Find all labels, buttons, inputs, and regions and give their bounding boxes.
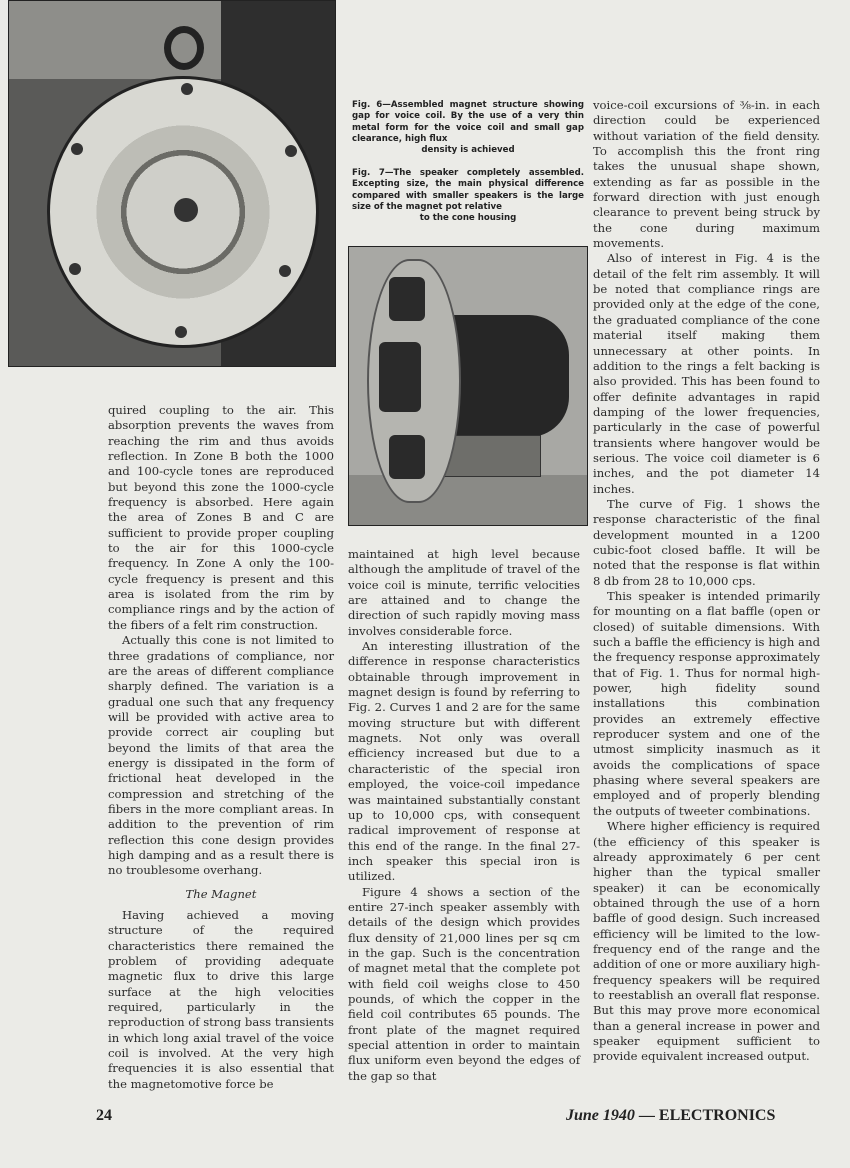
figure-6-caption bbox=[352, 100, 584, 156]
running-footer bbox=[566, 1107, 775, 1125]
page-number: 24 bbox=[96, 1107, 112, 1124]
magnet-pot bbox=[449, 315, 569, 437]
figure-6-magnet-photo bbox=[8, 0, 336, 367]
paragraph: maintained at high level because although the amplitude of travel of the voice coil is minute, terrific velocities are attained and to change the direction of such rapidly moving mass involves considerable force. bbox=[348, 547, 580, 638]
paragraph: Where higher efficiency is required (the efficiency of this speaker is already approximately 6 per cent higher than the typical smaller speaker) it can be economically obtained through the use of a horn baffle of good design. Such increased efficiency will be limited to the low-frequency end of the range and the addition of one or more auxiliary high-frequency speakers will be required to reestablish an overall flat response. But this may prove more economical than a general increase in power and speaker equipment sufficient to provide equivalent increased output. bbox=[593, 819, 820, 1064]
publication-name: ELECTRONICS bbox=[658, 1107, 776, 1124]
paragraph: Having achieved a moving structure of the required characteristics there remained the problem of providing adequate magnetic flux to drive this large surface at the high velocities required, particularly in the reproduction of strong bass transients in which long axial travel of the voice coil is involved. At the very high frequencies it is also essential that the magnetomotive force be bbox=[108, 908, 334, 1091]
photo-floor bbox=[349, 475, 587, 525]
footer-separator: — bbox=[634, 1107, 659, 1124]
bolt bbox=[279, 265, 291, 277]
caption-text: Fig. 7—The speaker completely assembled. Excepting size, the main physical difference compared with smaller speakers is the large size of the magnet pot relative bbox=[352, 168, 584, 212]
bolt bbox=[285, 145, 297, 157]
paragraph: quired coupling to the air. This absorption prevents the waves from reaching the rim and thus avoids reflection. In Zone B both the 1000 and 100-cycle tones are reproduced but beyond this zone the 1000-cycle frequency is absorbed. Here again the area of Zones B and C are sufficient to provide proper coupling to the air for this 1000-cycle frequency. In Zone A only the 100-cycle frequency is present and this area is isolated from the rim by compliance rings and by the action of the fibers of a felt rim construction. bbox=[108, 403, 334, 632]
lifting-ring bbox=[164, 26, 204, 70]
column-right bbox=[593, 98, 820, 1065]
paragraph: Actually this cone is not limited to three gradations of compliance, nor are the areas of different compliance sharply defined. The variation is a gradual one such that any frequency will be provided with active area to provide correct air coupling but beyond the limits of that area the energy is dissipated in the form of frictional heat developed in the compression and stretching of the fibers in the more compliant areas. In addition to the prevention of rim reflection this cone design provides high damping and as a result there is no troublesome overhang. bbox=[108, 633, 334, 878]
section-heading: The Magnet bbox=[185, 886, 257, 901]
basket-window bbox=[389, 277, 425, 321]
column-middle bbox=[348, 547, 580, 1084]
caption-text: Fig. 6—Assembled magnet structure showing gap for voice coil. By the use of a very thin metal form for the voice coil and small gap clearance, high flux bbox=[352, 100, 584, 144]
bolt bbox=[175, 326, 187, 338]
figure-7-caption bbox=[352, 168, 584, 224]
paragraph: voice-coil excursions of ⅜-in. in each direction could be experienced without variation of the field density. To accomplish this the front ring takes the unusual shape shown, extending as far as possible in the forward direction with just enough clearance to prevent being struck by the cone during maximum movements. bbox=[593, 98, 820, 251]
caption-text-last: density is achieved bbox=[421, 145, 515, 156]
basket-window bbox=[379, 342, 421, 412]
column-left bbox=[108, 403, 334, 1092]
caption-text-last: to the cone housing bbox=[419, 213, 517, 224]
issue-date: June 1940 bbox=[566, 1107, 635, 1124]
center-hole bbox=[174, 198, 198, 222]
basket-window bbox=[389, 435, 425, 479]
bolt bbox=[181, 83, 193, 95]
paragraph: The curve of Fig. 1 shows the response characteristic of the final development mounted in a 1200 cubic-foot closed baffle. It will be noted that the response is flat within 8 db from 28 to 10,000 cps. bbox=[593, 496, 820, 588]
figure-7-speaker-photo bbox=[348, 246, 588, 526]
paragraph: Also of interest in Fig. 4 is the detail of the felt rim assembly. It will be noted that compliance rings are provided only at the edge of the cone, the graduated compliance of the cone material itself making them unnecessary at other points. In addition to the rings a felt backing is also provided. This has been found to offer definite advantages in rapid damping of the lower frequencies, particularly in the case of powerful transients where hangover would be serious. The voice coil diameter is 6 inches, and the pot diameter 14 inches. bbox=[593, 251, 820, 496]
paragraph: Figure 4 shows a section of the entire 27-inch speaker assembly with details of the design which provides flux density of 21,000 lines per sq cm in the gap. Such is the concentration of magnet metal that the complete pot with field coil weighs close to 450 pounds, of which the copper in the field coil contributes 65 pounds. The front plate of the magnet required special attention in order to maintain flux uniform even beyond the edges of the gap so that bbox=[348, 884, 580, 1083]
bolt bbox=[71, 143, 83, 155]
paragraph: This speaker is intended primarily for mounting on a flat baffle (open or closed) of suitable dimensions. With such a baffle the efficiency is high and the frequency response approximately that of Fig. 1. Thus for normal high-power, high fidelity sound installations this combination provides an extremely effective reproducer system and one of the utmost simplicity inasmuch as it avoids the complications of space phasing where several speakers are employed and of properly blending the outputs of tweeter combinations. bbox=[593, 589, 820, 818]
paragraph: An interesting illustration of the difference in response characteristics obtainable through improvement in magnet design is found by referring to Fig. 2. Curves 1 and 2 are for the same moving structure but with different magnets. Not only was overall efficiency increased but due to a characteristic of the special iron employed, the voice-coil impedance was maintained substantially constant up to 10,000 cps, with consequent radical improvement of response at this end of the range. In the final 27-inch speaker this special iron is utilized. bbox=[348, 639, 580, 884]
bolt bbox=[69, 263, 81, 275]
